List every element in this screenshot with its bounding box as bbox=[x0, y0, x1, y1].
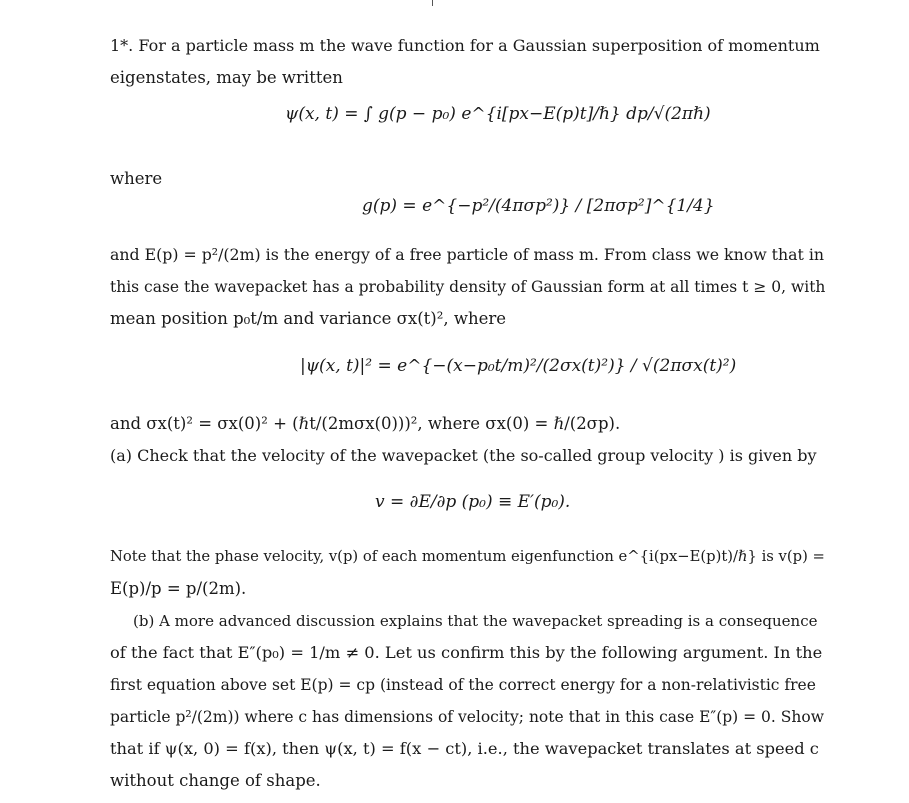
part-a-line: (a) Check that the velocity of the wavepacket (the so-called group velocity ) is given by bbox=[110, 446, 817, 465]
phase-line-1: Note that the phase velocity, v(p) of each momentum eigenfunction e^{i(px−E(p)t)/ℏ} is v(p) = bbox=[110, 548, 825, 565]
intro-line-2: eigenstates, may be written bbox=[110, 68, 343, 87]
energy-line-1: and E(p) = p²/(2m) is the energy of a free particle of mass m. From class we know that in bbox=[110, 245, 825, 264]
equation-g bbox=[362, 196, 715, 216]
phase-line-2: E(p)/p = p/(2m). bbox=[110, 579, 247, 598]
equation-velocity bbox=[375, 492, 570, 512]
energy-line-3: mean position p₀t/m and variance σx(t)², where bbox=[110, 309, 506, 328]
part-b-line-2: of the fact that E″(p₀) = 1/m ≠ 0. Let us confirm this by the following argument. In the bbox=[110, 643, 823, 662]
page-edge-mark bbox=[432, 0, 433, 6]
energy-line-2: this case the wavepacket has a probability density of Gaussian form at all times t ≥ 0, with bbox=[110, 278, 826, 296]
equation-density-text: |ψ(x, t)|² = e^{−(x−p₀t/m)²/(2σx(t)²)} / √(2πσx(t)²) bbox=[300, 356, 737, 376]
where-label: where bbox=[110, 169, 163, 188]
part-b-line-4: particle p²/(2m)) where c has dimensions of velocity; note that in this case E″(p) = 0. Show bbox=[110, 708, 824, 726]
equation-psi-text: ψ(x, t) = ∫ g(p − p₀) e^{i[px−E(p)t]/ℏ} dp/√(2πℏ) bbox=[285, 104, 711, 124]
part-b-line-3: first equation above set E(p) = cp (instead of the correct energy for a non-relativistic free bbox=[110, 676, 816, 694]
equation-velocity-text: v = ∂E/∂p (p₀) ≡ E′(p₀). bbox=[375, 492, 571, 512]
equation-psi bbox=[285, 104, 711, 124]
part-b-line-5: that if ψ(x, 0) = f(x), then ψ(x, t) = f(x − ct), i.e., the wavepacket translates at speed c bbox=[110, 739, 819, 758]
part-b-line-1: (b) A more advanced discussion explains that the wavepacket spreading is a consequence bbox=[133, 612, 818, 630]
sigma-line: and σx(t)² = σx(0)² + (ℏt/(2mσx(0)))², where σx(0) = ℏ/(2σp). bbox=[110, 414, 621, 433]
part-b-line-6: without change of shape. bbox=[110, 771, 321, 790]
intro-line-1: 1*. For a particle mass m the wave function for a Gaussian superposition of momentum bbox=[110, 36, 820, 55]
equation-g-text: g(p) = e^{−p²/(4πσp²)} / [2πσp²]^{1/4} bbox=[362, 196, 715, 216]
equation-density bbox=[300, 356, 736, 376]
